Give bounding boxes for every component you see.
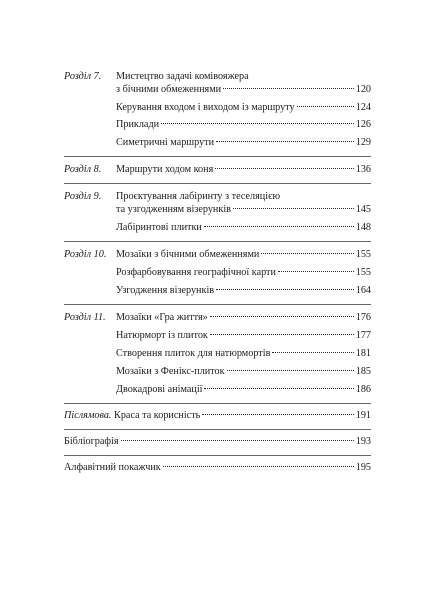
chapter-9-page: 145 <box>355 204 371 215</box>
leader-dots <box>204 226 354 227</box>
sub-title: Керування входом і виходом із маршруту <box>116 102 295 113</box>
chapter-8-label: Розділ 8. <box>64 164 102 175</box>
chapter-7-title-line1: Мистецтво задачі комівояжера <box>116 71 249 82</box>
leader-dots <box>202 414 353 415</box>
toc-chapter-9-line2 <box>64 203 371 216</box>
toc-sub-11-4 <box>64 383 371 396</box>
sub-title: Двокадрові анімації <box>116 384 203 395</box>
sub-title: Симетричні маршрути <box>116 137 215 148</box>
sub-page: 177 <box>355 330 371 341</box>
chapter-10-page: 155 <box>355 249 371 260</box>
sub-page: 181 <box>355 348 371 359</box>
chapter-8-title: Маршрути ходом коня <box>116 164 214 175</box>
sub-page: 185 <box>355 366 371 377</box>
leader-dots <box>261 253 353 254</box>
index-title: Алфавітний покажчик <box>64 462 161 473</box>
chapter-8-page: 136 <box>355 164 371 175</box>
sub-title: Узгодження візерунків <box>116 285 215 296</box>
section-divider <box>64 156 371 157</box>
chapter-7-page: 120 <box>355 84 371 95</box>
toc-sub-7-2 <box>64 118 371 131</box>
toc-sub-7-3 <box>64 136 371 149</box>
sub-title: Мозаїки з Фенікс-плиток <box>116 366 225 377</box>
leader-dots <box>210 316 354 317</box>
toc-sub-7-1 <box>64 101 371 114</box>
sub-page: 129 <box>355 137 371 148</box>
bibliography-page: 193 <box>355 436 371 447</box>
chapter-11-page: 176 <box>355 312 371 323</box>
leader-dots <box>216 141 354 142</box>
section-divider <box>64 455 371 456</box>
chapter-10-title: Мозаїки з бічними обмеженнями <box>116 249 260 260</box>
chapter-11-label: Розділ 11. <box>64 312 106 323</box>
chapter-10-label: Розділ 10. <box>64 249 107 260</box>
sub-title: Приклади <box>116 119 160 130</box>
toc-sub-10-1 <box>64 266 371 279</box>
toc-sub-11-3 <box>64 365 371 378</box>
section-divider <box>64 304 371 305</box>
leader-dots <box>161 123 354 124</box>
toc-sub-10-2 <box>64 284 371 297</box>
leader-dots <box>297 106 354 107</box>
afterword-title: Краса та корисність <box>114 410 201 421</box>
toc-bibliography <box>64 435 371 448</box>
index-page: 195 <box>355 462 371 473</box>
sub-title: Розфарбовування географічної карти <box>116 267 276 278</box>
section-divider <box>64 429 371 430</box>
toc-sub-11-2 <box>64 347 371 360</box>
toc-chapter-8 <box>64 163 371 176</box>
sub-title: Створення плиток для натюрмортів <box>116 348 271 359</box>
sub-title: Лабіринтові плитки <box>116 222 202 233</box>
leader-dots <box>204 388 353 389</box>
sub-page: 164 <box>355 285 371 296</box>
section-divider <box>64 241 371 242</box>
chapter-7-label: Розділ 7. <box>64 71 102 82</box>
toc-chapter-7-line1 <box>64 70 371 83</box>
leader-dots <box>233 208 354 209</box>
afterword-label: Післямова. <box>64 410 112 421</box>
leader-dots <box>272 352 353 353</box>
toc-chapter-10 <box>64 248 371 261</box>
leader-dots <box>216 289 354 290</box>
toc-chapter-11 <box>64 311 371 324</box>
chapter-11-title: Мозаїки «Гра життя» <box>116 312 208 323</box>
bibliography-title: Бібліографія <box>64 436 119 447</box>
chapter-7-title-line2: з бічними обмеженнями <box>116 84 222 95</box>
leader-dots <box>227 370 354 371</box>
sub-page: 148 <box>355 222 371 233</box>
toc-chapter-9-line1 <box>64 190 371 203</box>
leader-dots <box>223 88 354 89</box>
toc-chapter-7-line2 <box>64 83 371 96</box>
section-divider <box>64 403 371 404</box>
chapter-9-title-line2: та узгодженням візерунків <box>116 204 231 215</box>
leader-dots <box>163 466 354 467</box>
chapter-9-title-line1: Проєктування лабіринту з теселяцією <box>116 191 281 202</box>
sub-page: 186 <box>355 384 371 395</box>
toc-sub-11-1 <box>64 329 371 342</box>
section-divider <box>64 183 371 184</box>
leader-dots <box>215 168 353 169</box>
chapter-9-label: Розділ 9. <box>64 191 102 202</box>
leader-dots <box>278 271 354 272</box>
sub-page: 155 <box>355 267 371 278</box>
sub-title: Натюрморт із плиток <box>116 330 208 341</box>
toc-afterword <box>64 409 371 422</box>
leader-dots <box>121 440 354 441</box>
toc-sub-9-1 <box>64 221 371 234</box>
leader-dots <box>210 334 354 335</box>
sub-page: 126 <box>355 119 371 130</box>
afterword-page: 191 <box>355 410 371 421</box>
toc-index <box>64 461 371 474</box>
sub-page: 124 <box>355 102 371 113</box>
